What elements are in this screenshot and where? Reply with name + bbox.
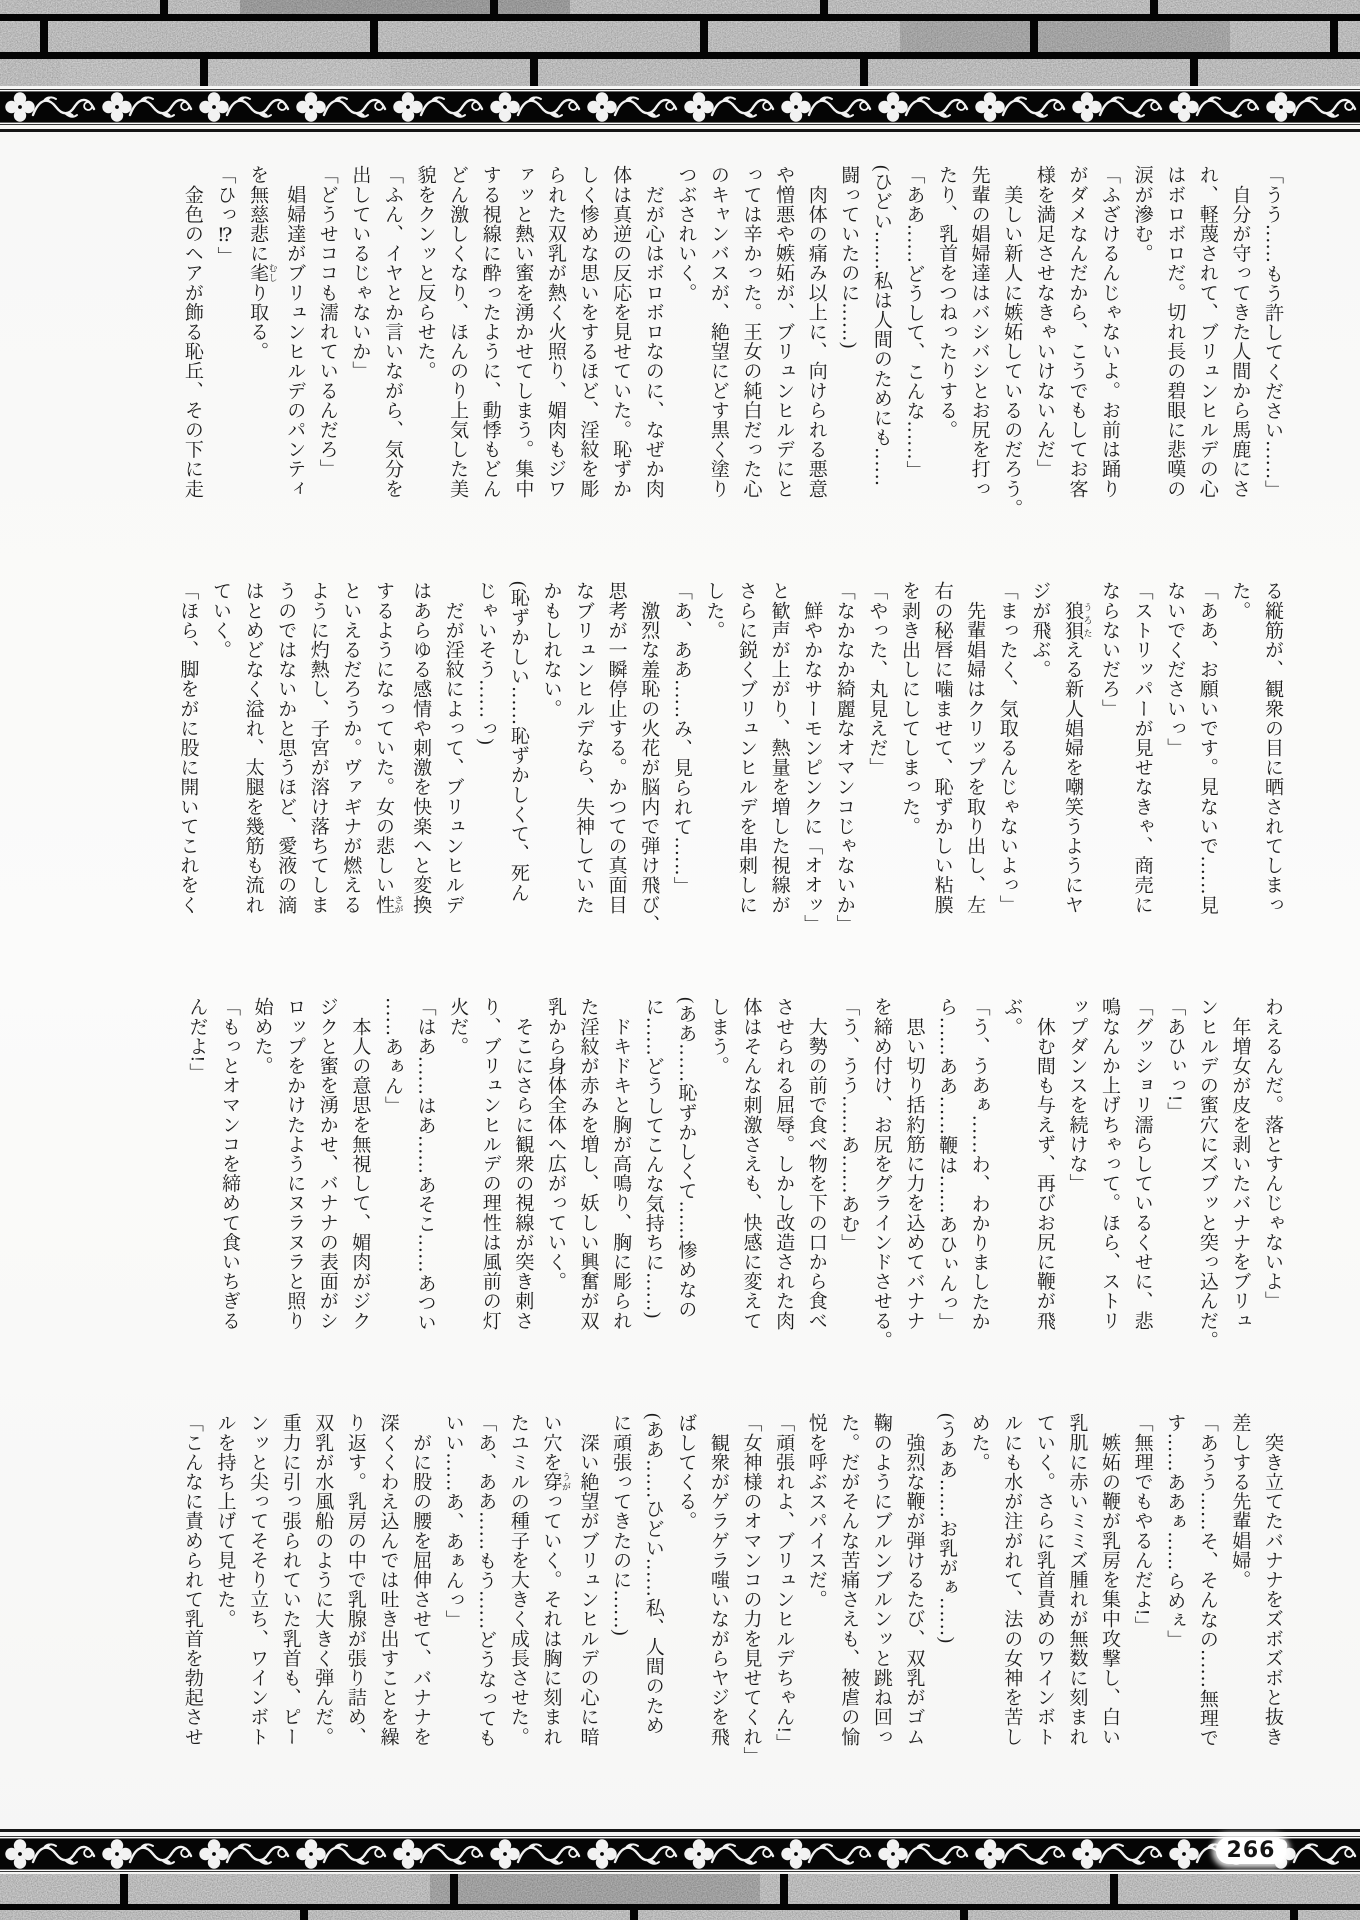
text-column: 「どうせココも濡れているんだろ」	[316, 165, 338, 479]
text-column: た淫紋が赤みを増し、妖しい興奮が双	[577, 997, 599, 1331]
text-band-4	[176, 1413, 1288, 1793]
text-column: なブリュンヒルデなら、失神していた	[573, 581, 595, 915]
text-column: させられる屈辱。しかし改造された肉	[773, 997, 795, 1331]
text-column: 年増女が皮を剥いたバナナをブリュ	[1229, 997, 1251, 1331]
text-column: たユミルの種子を大きく成長させた。	[507, 1413, 529, 1747]
text-column: ‥‥‥あぁん」	[381, 997, 403, 1116]
text-column: 思い切り括約筋に力を込めてバナナ	[903, 997, 925, 1331]
text-column: かもしれない。	[540, 581, 562, 719]
text-column: (うああ‥‥‥お乳がぁ‥‥‥)	[936, 1413, 958, 1644]
text-column: 重力に引っ張られていた乳首も、ピー	[279, 1413, 301, 1747]
text-column: ップダンスを続けな」	[1066, 997, 1088, 1193]
text-column: 涙が滲む。	[1131, 165, 1153, 263]
text-column: どん激しくなり、ほんのり上気した美	[447, 165, 469, 499]
text-column: ジクと蜜を湧かせ、バナナの表面がシ	[316, 997, 338, 1331]
text-column: 「ひっ⁉」	[214, 165, 236, 266]
text-column: や憎悪や嫉妬が、ブリュンヒルデにと	[773, 165, 795, 499]
text-column: 金色のヘアが飾る恥丘、その下に走	[181, 165, 203, 499]
text-column: めた。	[968, 1413, 990, 1472]
text-column: ドキドキと胸が高鳴り、胸に彫られ	[610, 997, 632, 1331]
text-column: 体はそんな刺激さえも、快感に変えて	[740, 997, 762, 1331]
ornamental-border-top	[0, 89, 1360, 125]
text-column: 「こんなに責められて乳首を勃起させ	[181, 1413, 203, 1747]
text-column: 自分が守ってきた人間から馬鹿にさ	[1229, 165, 1251, 499]
text-column: ンヒルデの蜜穴にズブッと突っ込んだ。	[1196, 997, 1218, 1350]
text-column: 乳から身体全体へ広がっていく。	[544, 997, 566, 1291]
text-column: られた双乳が熱く火照り、媚肉もジワ	[544, 165, 566, 499]
text-column: ァッと熱い蜜を湧かせてしまう。集中	[512, 165, 534, 499]
text-column: に頑張ってきたのに‥‥‥)	[610, 1413, 632, 1637]
text-column: を無慈悲に毟 むしり取る。	[247, 165, 278, 362]
text-column: 「なかなか綺麗なオマンコじゃないか」	[833, 581, 855, 934]
text-column: を締め付け、お尻をグラインドさせる。	[870, 997, 892, 1350]
floral-border-icon	[0, 89, 1360, 125]
ornamental-border-bottom	[0, 1836, 1360, 1872]
text-column: 深くくわえ込んでは吐き出すことを繰	[377, 1413, 399, 1747]
text-column: 「う、うう‥‥‥あ‥‥‥あむ」	[838, 997, 860, 1254]
text-column: いい‥‥‥あ、あぁんっ」	[442, 1413, 464, 1630]
text-column: 双乳が水風船のように大きく弾んだ。	[312, 1413, 334, 1747]
text-column: 「ああ、お願いです。見ないで‥‥‥見	[1196, 581, 1218, 915]
brick-wall-top	[0, 0, 1360, 86]
text-column: さらに鋭くブリュンヒルデを串刺しに	[736, 581, 757, 915]
bottom-rule-line	[0, 1829, 1360, 1832]
text-column: 「うう‥‥‥もう許してください‥‥‥」	[1262, 165, 1283, 500]
text-column: 観衆がゲラゲラ嗤いながらヤジを飛	[707, 1413, 729, 1747]
text-column: 「無理でもやるんだよ!」	[1131, 1413, 1153, 1636]
text-column: ならないだろ」	[1099, 581, 1121, 719]
text-column: 先輩の娼婦達はバシバシとお尻を打っ	[968, 165, 990, 499]
text-column: 乳肌に赤いミミズ腫れが無数に刻まれ	[1066, 1413, 1088, 1747]
text-column: 「ほら、脚をがに股に開いてこれをく	[177, 581, 199, 915]
text-column: はボロボロだ。切れ長の碧眼に悲嘆の	[1164, 165, 1186, 499]
text-column: ンッと尖ってそそり立ち、ワインボト	[247, 1413, 269, 1747]
text-column: 「あひぃっ!」	[1164, 997, 1186, 1122]
text-column: 「女神様のオマンコの力を見せてくれ」	[740, 1413, 762, 1766]
text-column: はとめどなく溢れ、太腿を幾筋も流れ	[242, 581, 264, 915]
text-column: だが心はボロボロなのに、なぜか肉	[642, 165, 664, 499]
text-column: と歓声が上がり、熱量を増した視線が	[768, 581, 790, 915]
text-column: 狼狽 うろたえる新人娼婦を嘲笑うようにヤ	[1061, 600, 1093, 915]
text-column: 「ふざけるんじゃないよ。お前は踊り	[1099, 165, 1121, 499]
text-column: ルにも水が注がれて、法の女神を苦し	[1001, 1413, 1023, 1747]
text-column: 様を満足させなきゃいけないんだ」	[1033, 165, 1055, 479]
text-column: ていく。	[210, 581, 231, 660]
text-column: (恥ずかしい‥‥‥恥ずかしくて、死ん	[507, 581, 529, 903]
text-column: (ひどい‥‥‥私は人間のためにも‥‥‥	[870, 165, 892, 487]
text-column: 貌をクンッと反らせた。	[414, 165, 436, 381]
brick-wall-icon	[0, 1874, 1360, 1920]
text-column: といえるだろうか。ヴァギナが燃える	[340, 581, 362, 915]
text-column: 「グッショリ濡らしているくせに、悲	[1131, 997, 1153, 1331]
text-column: 始めた。	[251, 997, 273, 1076]
text-column: 差しする先輩娼婦。	[1229, 1413, 1251, 1590]
page-number-badge: 266	[1216, 1837, 1286, 1864]
text-column: に‥‥‥どうしてこんな気持ちに‥‥‥)	[642, 997, 664, 1319]
text-column: ルを持ち上げて見せた。	[214, 1413, 236, 1629]
text-column: (ああ‥‥‥ひどい‥‥‥私、人間のため	[642, 1413, 664, 1735]
text-column: 思考が一瞬停止する。かつての真面目	[605, 581, 627, 915]
text-column: 「ああ‥‥‥どうして、こんな‥‥‥」	[903, 165, 925, 480]
text-column: 肉体の痛み以上に、向けられる悪意	[805, 165, 827, 499]
text-column: 「ふん、イヤとか言いながら、気分を	[381, 165, 403, 499]
text-column: しく惨めな思いをするほど、淫紋を彫	[577, 165, 599, 499]
text-column: す‥‥‥ああぁ‥‥‥らめぇ」	[1164, 1413, 1186, 1650]
text-column: ばしてくる。	[675, 1413, 697, 1531]
text-column: ロップをかけたようにヌラヌラと照り	[284, 997, 306, 1331]
text-column: じゃいそう‥‥‥っ)	[475, 581, 497, 746]
text-column: 大勢の前で食べ物を下の口から食べ	[805, 997, 827, 1331]
text-column: 悦を呼ぶスパイスだ。	[805, 1413, 827, 1609]
text-column: (ああ‥‥‥恥ずかしくて‥‥‥惨めなの	[675, 997, 697, 1319]
text-band-3	[176, 997, 1288, 1377]
text-column: 体は真逆の反応を見せていた。恥ずか	[610, 165, 632, 499]
text-column: 先輩娼婦はクリップを取り出し、左	[964, 581, 986, 915]
text-column: がダメなんだから、こうでもしてお客	[1066, 165, 1088, 499]
text-column: たり、乳首をつねったりする。	[936, 165, 958, 440]
text-column: はあらゆる感情や刺激を快楽へと変換	[410, 581, 432, 915]
text-column: れ、軽蔑されて、ブリュンヒルデの心	[1196, 165, 1218, 499]
text-column: い穴を穿 うがっていく。それは胸に刻まれ	[540, 1413, 571, 1747]
text-column: うのではないかと思うほど、愛液の滴	[275, 581, 297, 915]
text-column: 突き立てたバナナをズボズボと抜き	[1262, 1413, 1283, 1747]
text-column: んだよ!」	[186, 997, 208, 1083]
text-column: っては辛かった。王女の純白だった心	[740, 165, 762, 499]
text-column: る縦筋が、観衆の目に晒されてしまっ	[1262, 581, 1283, 915]
text-column: 「あ、ああ‥‥‥み、見られて‥‥‥」	[670, 581, 692, 896]
text-column: 火だ。	[447, 997, 469, 1056]
text-column: 娼婦達がブリュンヒルデのパンティ	[284, 165, 306, 499]
brick-wall-bottom	[0, 1874, 1360, 1920]
text-column: 美しい新人に嫉妬しているのだろう。	[1001, 165, 1023, 518]
text-column: 出しているじゃないか」	[349, 165, 371, 381]
text-column: 「もっとオマンコを締めて食いちぎる	[219, 997, 240, 1331]
text-column: のキャンバスが、絶望にどす黒く塗り	[707, 165, 729, 499]
text-column: 「頑張れよ、ブリュンヒルデちゃん!」	[773, 1413, 795, 1754]
text-column: ジが飛ぶ。	[1029, 581, 1051, 679]
text-column: した。	[703, 581, 725, 640]
text-column: 「まったく、気取るんじゃないよっ」	[996, 581, 1018, 915]
text-band-1	[176, 165, 1288, 545]
text-column: 休む間も与えず、再びお尻に鞭が飛	[1033, 997, 1055, 1331]
text-column: 深い絶望がブリュンヒルデの心に暗	[577, 1413, 599, 1747]
text-column: 鮮やかなサーモンピンクに「オオッ」	[801, 581, 823, 934]
text-column: 本人の意思を無視して、媚肉がジク	[349, 997, 371, 1331]
text-column: 「はあ‥‥‥はあ‥‥‥あそこ‥‥‥あつい	[414, 997, 436, 1333]
text-column: する視線に酔ったように、動悸もどん	[479, 165, 501, 499]
text-column: た。	[1229, 581, 1251, 621]
text-column: そこにさらに観衆の視線が突き刺さ	[512, 997, 534, 1331]
text-column: 強烈な鞭が弾けるたび、双乳がゴム	[903, 1413, 925, 1747]
text-column: 「やった、丸見えだ」	[866, 581, 888, 777]
text-column: 鞠のようにブルンブルンッと跳ね回っ	[870, 1413, 892, 1747]
text-column: しまう。	[707, 997, 729, 1076]
text-column: ないでくださいっ」	[1164, 581, 1186, 758]
text-column: を剥き出しにしてしまった。	[898, 581, 920, 836]
text-column: 闘っていたのに‥‥‥)	[838, 165, 860, 349]
text-column: ら‥‥‥ああ‥‥‥鞭は‥‥‥あひぃんっ」	[936, 997, 958, 1333]
text-column: がに股の腰を屈伸させて、バナナを	[410, 1413, 432, 1747]
page-body	[0, 135, 1360, 1829]
text-column: するようになっていた。女の悲しい性 さが	[372, 581, 404, 915]
text-column: 右の秘唇に噛ませて、恥ずかしい粘膜	[931, 581, 953, 915]
brick-wall-icon	[0, 0, 1360, 86]
text-column: り返す。乳房の中で乳腺が張り詰め、	[344, 1413, 366, 1747]
text-column: 「あうう‥‥‥そ、そんなの‥‥‥無理で	[1196, 1413, 1218, 1748]
text-column: 「う、うあぁ‥‥‥わ、わかりましたか	[968, 997, 990, 1331]
text-column: だが淫紋によって、ブリュンヒルデ	[442, 581, 464, 915]
text-column: つぶされいく。	[675, 165, 697, 303]
text-column: ぶ。	[1001, 997, 1023, 1037]
text-column: 「あ、ああ‥‥‥もう‥‥‥どうなっても	[475, 1413, 497, 1748]
text-column: ていく。さらに乳首責めのワインボト	[1033, 1413, 1055, 1747]
floral-border-icon	[0, 1836, 1360, 1872]
top-rule-line	[0, 129, 1360, 132]
text-column: 嫉妬の鞭が乳房を集中攻撃し、白い	[1099, 1413, 1121, 1747]
text-band-2	[176, 581, 1288, 961]
text-column: ように灼熱し、子宮が溶け落ちてしま	[307, 581, 329, 915]
text-column: り、ブリュンヒルデの理性は風前の灯	[479, 997, 501, 1331]
text-column: 「ストリッパーが見せなきゃ、商売に	[1131, 581, 1153, 915]
text-column: 鳴なんか上げちゃって。ほら、ストリ	[1099, 997, 1121, 1331]
text-column: 激烈な羞恥の火花が脳内で弾け飛び、	[638, 581, 660, 934]
text-column: た。だがそんな苦痛さえも、被虐の愉	[838, 1413, 860, 1747]
text-column: わえるんだ。落とすんじゃないよ」	[1262, 997, 1283, 1311]
